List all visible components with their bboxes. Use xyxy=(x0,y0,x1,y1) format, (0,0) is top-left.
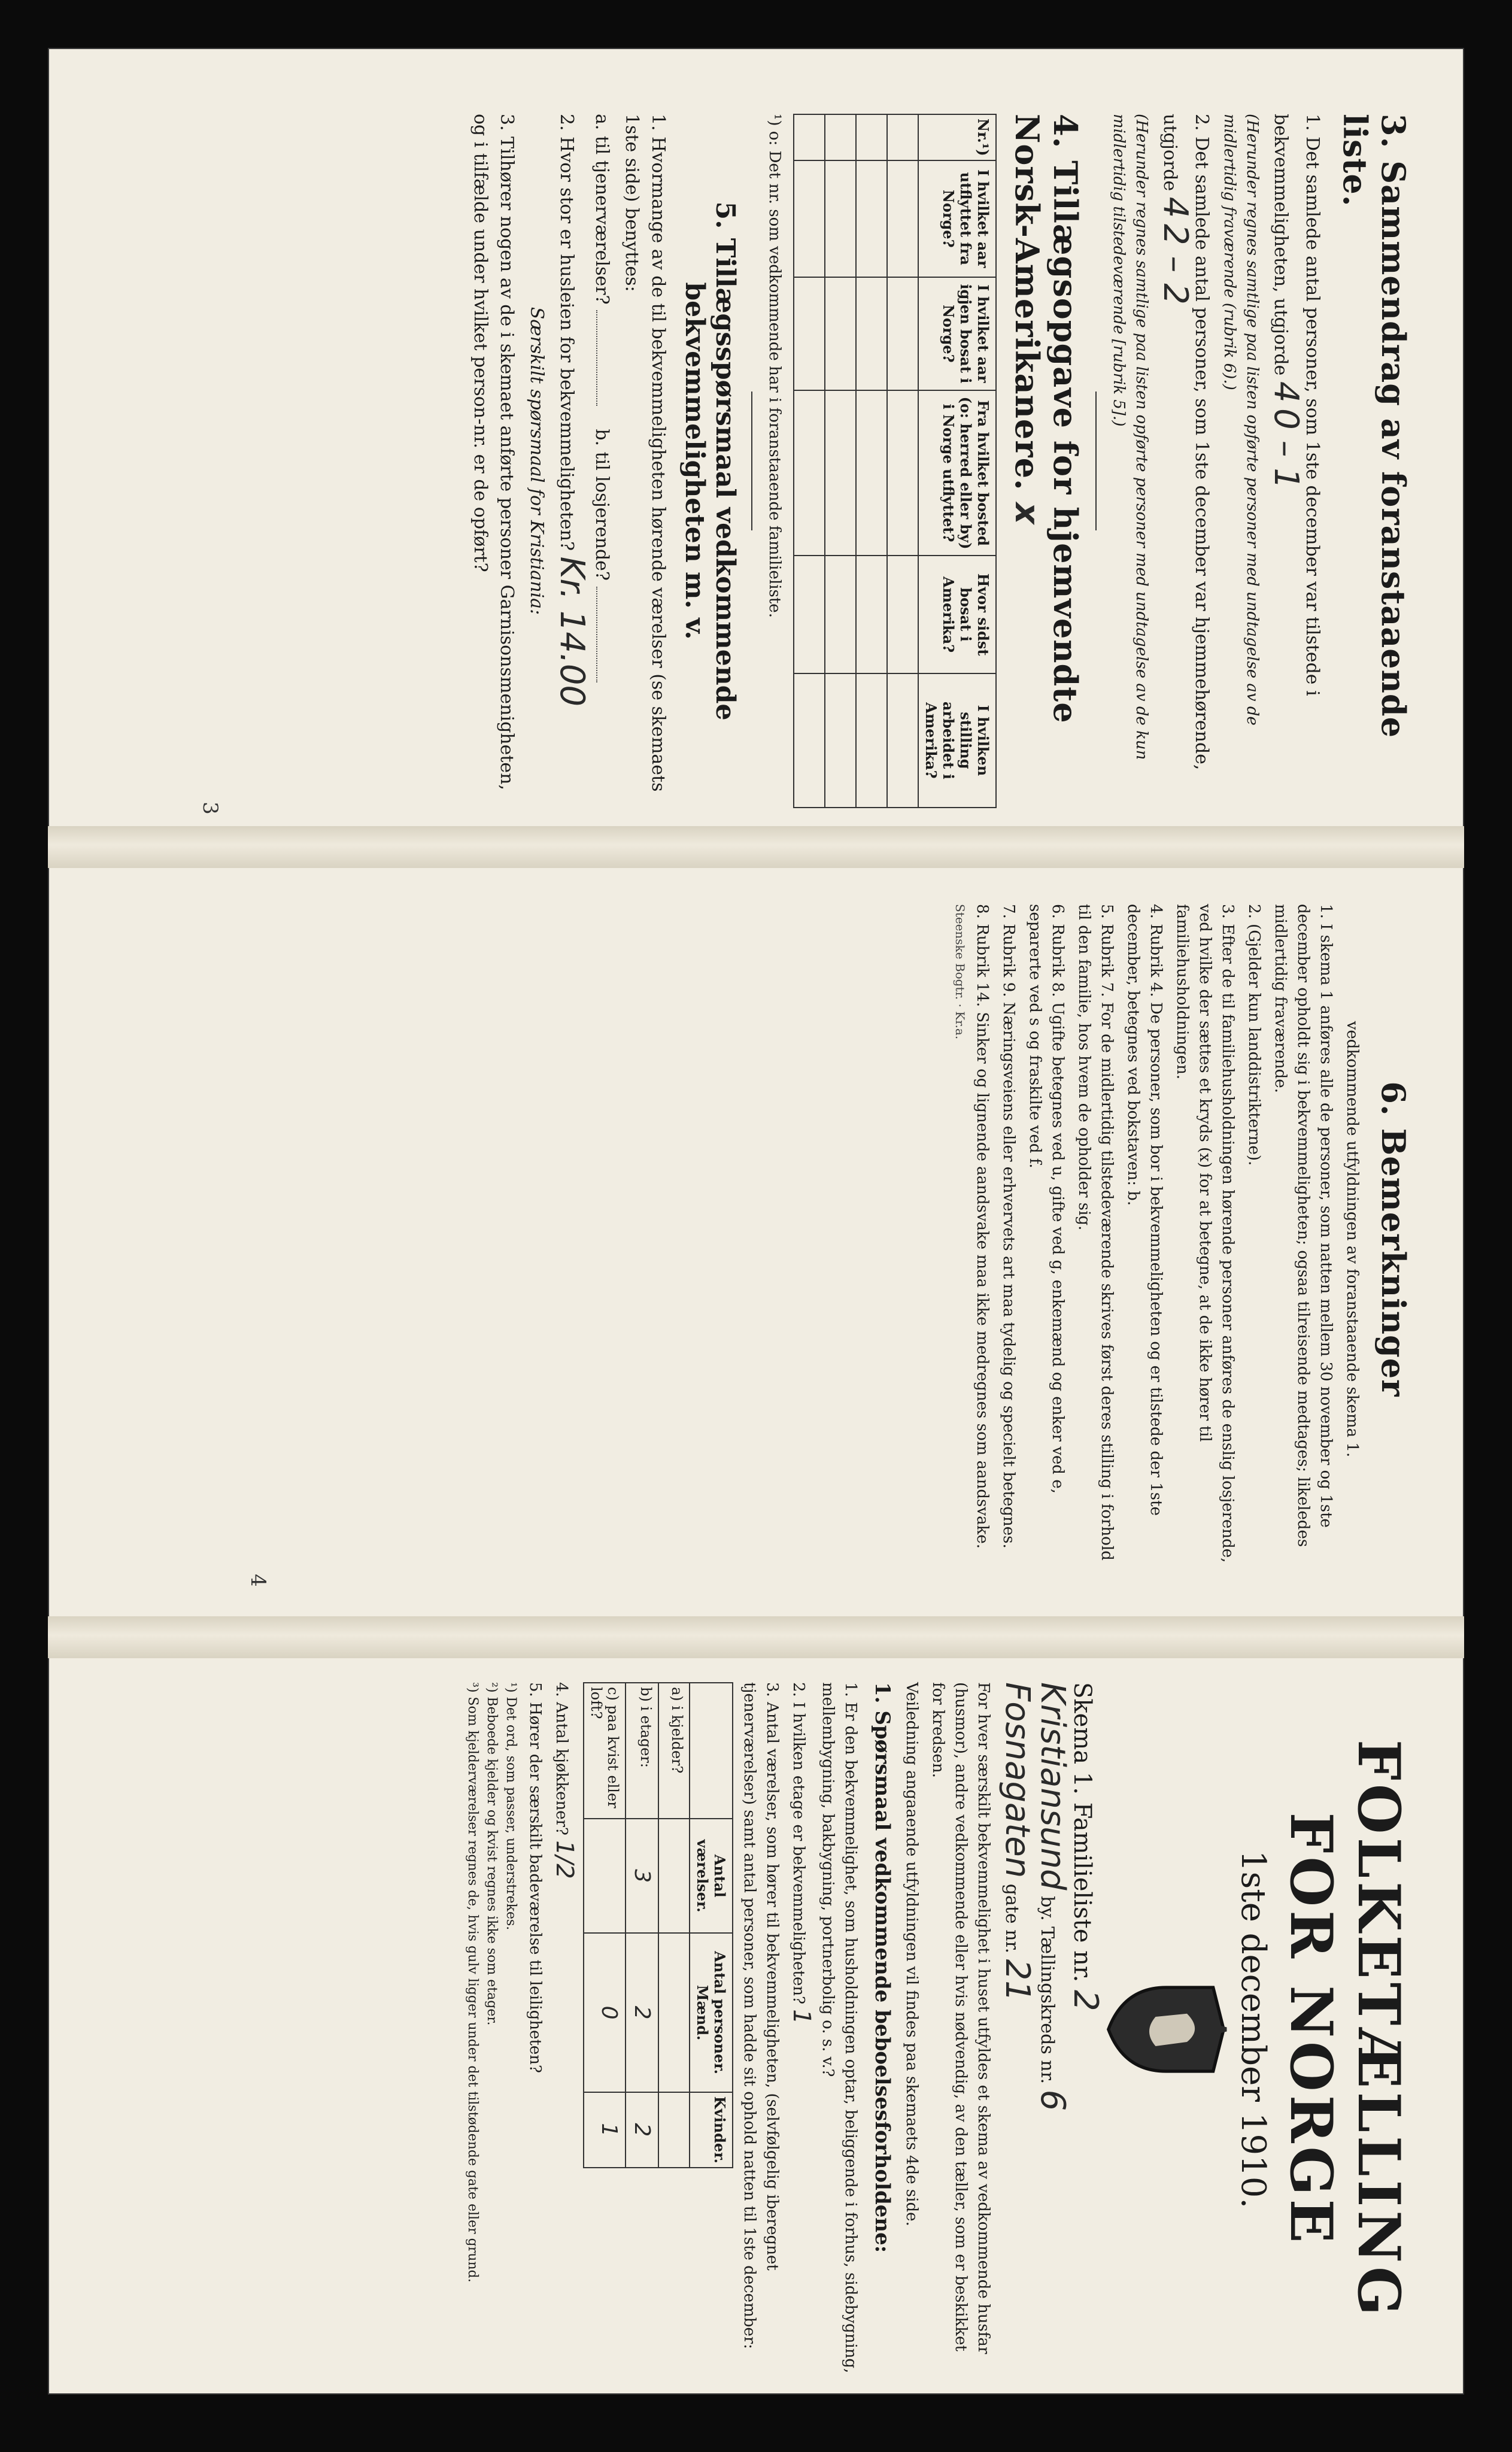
street-number[interactable]: 21 xyxy=(998,1959,1037,2002)
schema-line: Skema 1. Familieliste nr. 2 xyxy=(1066,1682,1105,2011)
section5-q2: 2. Hvor stor er husleien for bekvemmeligheten? Kr. 14.00 xyxy=(552,114,591,707)
divider xyxy=(1095,392,1097,530)
table-row xyxy=(887,114,918,808)
side-mark: 0 – 1 xyxy=(1267,408,1305,489)
divider xyxy=(751,392,752,530)
item1-value: 4 xyxy=(1267,381,1305,403)
page-number: 4 xyxy=(245,1574,270,1587)
side-mark: 2 – 2 xyxy=(1156,223,1195,305)
norwegian-american-table xyxy=(793,114,997,808)
section3-note1: (Herunder regnes samtlige paa listen opførte personer med undtagelse av de midlertidig fraværende (rubrik 6).) xyxy=(1220,114,1261,726)
q1b-field[interactable] xyxy=(596,587,597,682)
section3-item1: 1. Det samlede antal personer, som 1ste december var tilstede i bekvemmeligheten, utgjorde 4 0 – 1 xyxy=(1267,114,1323,696)
page-number: 3 xyxy=(198,802,222,815)
printer-mark: Steenske Bogtr. · Kr.a. xyxy=(953,904,967,1040)
census-title: FOLKETÆLLING FOR NORGE xyxy=(1277,1739,1413,2320)
question: 5. Hører der særskilt badeværelse til leiligheten? xyxy=(526,1682,544,2073)
section3-note2: (Herunder regnes samtlige paa listen opførte personer med undtagelse av de kun midlertidig tilstedeværende [rubrik 5].) xyxy=(1110,114,1150,760)
page-3 xyxy=(102,114,1419,808)
section4-title: 4. Tillægsopgave for hjemvendte Norsk-Amerikanere. x xyxy=(1007,114,1085,724)
table-row: b) i etager: 3 2 2 xyxy=(626,1683,658,2168)
section3-title: 3. Sammendrag av foranstaaende liste. xyxy=(1336,114,1413,738)
section6-subtitle: vedkommende utfyldningen av foranstaaende skema 1. xyxy=(1343,1021,1361,1458)
table-header-row: Nr.¹) I hvilket aar utflyttet fra Norge? I hvilket aar igjen bosat i Norge? Fra hvilket bosted (o: herred eller by) i Norge utflyttet? Hvor sidst bosat i Amerika? I hvilken stilling arbeidet i Amerika? xyxy=(918,114,996,808)
footnote: ³) Som kjelderværelser regnes de, hvis gulv ligger under det tilstødende gate eller grund. xyxy=(465,1682,480,2283)
item2-value: 4 xyxy=(1156,196,1195,219)
section5-q3: 3. Tilhører nogen av de i skemaet anførte personer Garnisonsmenigheten, og i tilfælde under hvilket person-nr. er de opført? xyxy=(470,114,517,791)
norway-lion-crest-icon xyxy=(1103,1975,1229,2083)
rooms-table: Antal værelser. Antal personer. Mænd. Kvinder. a) i kjelder? b) i etager: 3 2 2 c) paa kvist eller loft? 0 1 xyxy=(583,1682,733,2168)
remark-item: 1. I skema 1 anføres alle de personer, som natten mellem 30 november og 1ste december opholdt sig i bekvemmeligheten; ogsaa tilreisende medtages; likeledes midlertidig fraværende. xyxy=(1271,904,1335,1547)
cover-page xyxy=(102,1682,1419,2377)
footnote: ²) Beboede kjelder og kvist regnes ikke som etager. xyxy=(484,1682,499,2026)
question: 4. Antal kjøkkener? 1/2 xyxy=(551,1682,578,1879)
remark-item: 6. Rubrik 8. Ugifte betegnes ved u, gifte ved g, enkemænd og enker ved e, separerte ved s og fraskilte ved f. xyxy=(1026,904,1067,1494)
footnote: ¹) Det ord, som passer, understrekes. xyxy=(503,1682,518,1931)
section5-q1-answers: a. til tjenerværelser? b. til losjerende? xyxy=(588,114,615,808)
question: 2. I hvilken etage er bekvemmeligheten? 1 xyxy=(788,1682,815,2025)
floor-value[interactable]: 1 xyxy=(788,2009,815,2025)
city-field[interactable]: Kristiansund xyxy=(1033,1682,1072,1890)
table-row xyxy=(856,114,887,808)
street-field[interactable]: Fosnagaten xyxy=(998,1682,1037,1879)
section3-item2: 2. Det samlede antal personer, som 1ste december var hjemmehørende, utgjorde 4 2 – 2 xyxy=(1156,114,1212,770)
page-4 xyxy=(102,904,1419,1574)
remark-item: 7. Rubrik 9. Næringsveiens eller erhvervets art maa tydelig og specielt betegnes. xyxy=(1000,904,1018,1549)
street-line: Fosnagaten gate nr. 21 xyxy=(998,1682,1037,2002)
remark-item: 4. Rubrik 4. De personer, som bor i bekvemmeligheten og er tilstede der 1ste december, betegnes ved bokstaven: b. xyxy=(1124,904,1165,1516)
section6-title: 6. Bemerkninger xyxy=(1374,1081,1413,1397)
guide-text: Veiledning angaaende utfyldningen vil findes paa skemaets 4de side. xyxy=(903,1682,921,2226)
fold-line xyxy=(48,1616,1464,1658)
kitchen-value[interactable]: 1/2 xyxy=(551,1840,578,1879)
section5-q1: 1. Hvormange av de til bekvemmeligheten hørende værelser (se skemaets 1ste side) benyttes: xyxy=(621,114,669,792)
remark-item: 3. Efter de til familiehusholdningen hørende personer anføres de enslig losjerende, ved hvilke der sættes et kryds (x) for at betegne, at de ikke hører til familiehusholdningen. xyxy=(1173,904,1237,1563)
remark-item: 2. (Gjelder kun landdistrikterne). xyxy=(1245,904,1263,1166)
fold-line xyxy=(48,826,1464,868)
remark-item: 8. Rubrik 14. Sinker og lignende aandsvake maa ikke medregnes som aandsvake. xyxy=(973,904,991,1549)
city-line: Kristiansund by. Tællingskreds nr. 6 xyxy=(1033,1682,1072,2111)
section4-footnote: ¹) o: Det nr. som vedkommende har i foranstaaende familieliste. xyxy=(766,114,784,618)
question: 1. Er den bekvemmelighet, som husholdningen optar, beliggende i forhus, sidebygning, mellembygning, bakbygning, portnerbolig o. s. v.? xyxy=(819,1682,860,2374)
section5-special: Særskilt spørsmaal for Kristiania: xyxy=(526,306,547,615)
census-sheet xyxy=(48,48,1464,2395)
table-row: c) paa kvist eller loft? 0 1 xyxy=(584,1683,626,2168)
section5-title: 5. Tillægsspørsmaal vedkommende bekvemmeligheten m. v. xyxy=(679,201,740,721)
table-row: a) i kjelder? xyxy=(658,1683,690,2168)
table-row xyxy=(794,114,825,808)
remark-item: 5. Rubrik 7. For de midlertidig tilstedeværende skrives først deres stilling i forhold til den familie, hos hvem de opholder sig. xyxy=(1075,904,1116,1561)
census-date: 1ste december 1910. xyxy=(1234,1850,1273,2209)
question-title: 1. Spørsmaal vedkommende beboelsesforholdene: xyxy=(870,1682,894,2253)
family-list-number[interactable]: 2 xyxy=(1066,1990,1105,2011)
rent-value[interactable]: Kr. 14.00 xyxy=(552,556,591,707)
district-number[interactable]: 6 xyxy=(1033,2089,1072,2111)
cross-mark: x xyxy=(1007,502,1046,525)
intro-text: For hver særskilt bekvemmelighet i huset utfyldes et skema av vedkommende husfar (husmor), andre vedkommende eller hvis nødvendig, av den tæller, som er beskikket for kredsen. xyxy=(929,1682,992,2354)
question: 3. Antal værelser, som hører til bekvemmeligheten, (selvfølgelig iberegnet tjenerværelser) samt antal personer, som hadde sit ophold natten til 1ste december: xyxy=(740,1682,781,2350)
q1a-field[interactable] xyxy=(596,310,597,406)
table-row xyxy=(825,114,856,808)
